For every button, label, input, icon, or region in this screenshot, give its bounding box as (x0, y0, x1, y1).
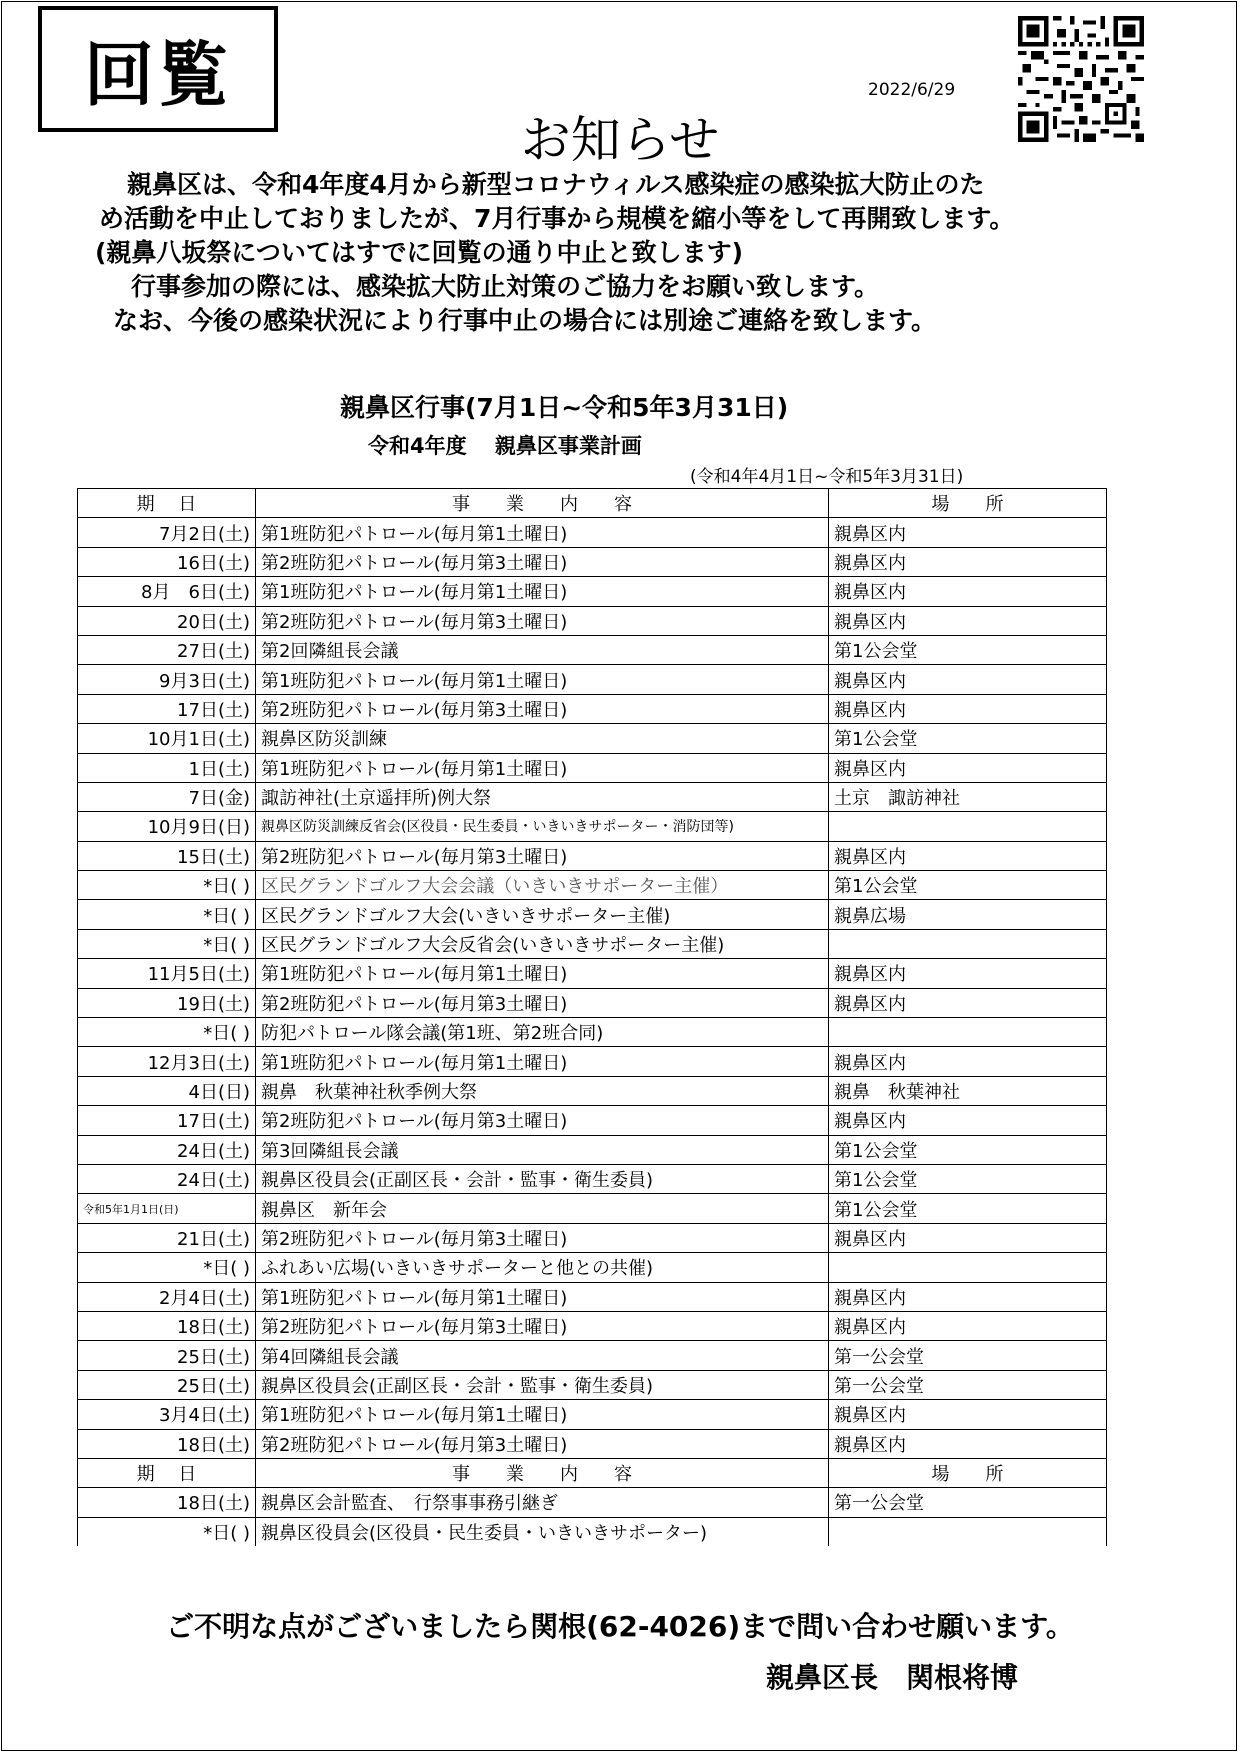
table-row (78, 1047, 1107, 1076)
cell-date: 2月4日(土) (78, 1282, 256, 1311)
cell-date: *日( ) (78, 929, 256, 958)
cell-place: 第1公会堂 (829, 635, 1107, 664)
cell-content: 区民グランドゴルフ大会会議（いきいきサポーター主催） (256, 871, 829, 900)
plan-period: (令和4年4月1日~令和5年3月31日) (690, 467, 964, 487)
cell-place: 親鼻区内 (829, 665, 1107, 694)
intro-line: 親鼻区は、令和4年度4月から新型コロナウィルス感染症の感染拡大防止のた (127, 170, 985, 199)
table-row (78, 988, 1107, 1017)
cell-content: 第2回隣組長会議 (256, 635, 829, 664)
cell-place: 親鼻区内 (829, 1223, 1107, 1252)
table-row (78, 782, 1107, 811)
cell-place: 親鼻区内 (829, 606, 1107, 635)
signature: 親鼻区長 関根将博 (766, 1661, 1019, 1694)
cell-date: 10月1日(土) (78, 724, 256, 753)
cell-place (829, 812, 1107, 841)
kairan-stamp: 回覧 (38, 6, 278, 132)
cell-date: 17日(土) (78, 1106, 256, 1135)
header-date: 期 日 (78, 489, 256, 518)
header-content: 事 業 内 容 (256, 1458, 829, 1487)
cell-place: 土京 諏訪神社 (829, 782, 1107, 811)
cell-place: 親鼻区内 (829, 694, 1107, 723)
cell-date: *日( ) (78, 1018, 256, 1047)
cell-date: 3月4日(土) (78, 1400, 256, 1429)
table-row (78, 1253, 1107, 1282)
table-row (78, 753, 1107, 782)
cell-date: 20日(土) (78, 606, 256, 635)
cell-content: 防犯パトロール隊会議(第1班、第2班合同) (256, 1018, 829, 1047)
cell-place: 親鼻区内 (829, 577, 1107, 606)
cell-date: 7日(金) (78, 782, 256, 811)
table-row (78, 1076, 1107, 1105)
plan-table (77, 488, 1107, 1546)
cell-place: 第1公会堂 (829, 1135, 1107, 1164)
cell-content: 親鼻区役員会(正副区長・会計・監事・衛生委員) (256, 1370, 829, 1399)
table-row (78, 694, 1107, 723)
cell-content: 第1班防犯パトロール(毎月第1土曜日) (256, 518, 829, 547)
cell-content: ふれあい広場(いきいきサポーターと他との共催) (256, 1253, 829, 1282)
cell-place: 親鼻 秋葉神社 (829, 1076, 1107, 1105)
cell-place (829, 1018, 1107, 1047)
cell-place: 第1公会堂 (829, 1164, 1107, 1193)
table-row (78, 665, 1107, 694)
table-row (78, 1311, 1107, 1340)
table-row (78, 1517, 1107, 1546)
table-row (78, 1429, 1107, 1458)
cell-place: 親鼻広場 (829, 900, 1107, 929)
table-row (78, 871, 1107, 900)
cell-date: 12月3日(土) (78, 1047, 256, 1076)
cell-date: *日( ) (78, 900, 256, 929)
cell-content: 親鼻区会計監査、 行祭事事務引継ぎ (256, 1488, 829, 1517)
intro-line: め活動を中止しておりましたが、7月行事から規模を縮小等をして再開致します。 (99, 204, 1015, 233)
table-row (78, 1370, 1107, 1399)
cell-content: 第1班防犯パトロール(毎月第1土曜日) (256, 1282, 829, 1311)
table-row (78, 547, 1107, 576)
cell-content: 第2班防犯パトロール(毎月第3土曜日) (256, 606, 829, 635)
cell-date: 19日(土) (78, 988, 256, 1017)
cell-content: 諏訪神社(土京遥拝所)例大祭 (256, 782, 829, 811)
header-date: 期 日 (78, 1458, 256, 1487)
intro-paragraph (95, 168, 1145, 338)
table-row (78, 1488, 1107, 1517)
cell-content: 第3回隣組長会議 (256, 1135, 829, 1164)
cell-content: 親鼻区役員会(正副区長・会計・監事・衛生委員) (256, 1164, 829, 1193)
cell-date: 1日(土) (78, 753, 256, 782)
cell-content: 第1班防犯パトロール(毎月第1土曜日) (256, 1047, 829, 1076)
cell-place: 親鼻区内 (829, 1311, 1107, 1340)
cell-place: 親鼻区内 (829, 1106, 1107, 1135)
table-row (78, 1135, 1107, 1164)
table-row (78, 841, 1107, 870)
table-row (78, 1282, 1107, 1311)
cell-date: 10月9日(日) (78, 812, 256, 841)
cell-place: 親鼻区内 (829, 1282, 1107, 1311)
cell-place: 親鼻区内 (829, 518, 1107, 547)
cell-date: 9月3日(土) (78, 665, 256, 694)
table-header-row-repeat (78, 1458, 1107, 1487)
cell-date: 7月2日(土) (78, 518, 256, 547)
table-row (78, 959, 1107, 988)
events-heading: 親鼻区行事(7月1日~令和5年3月31日) (340, 393, 789, 422)
page-title: お知らせ (520, 111, 720, 169)
cell-content: 第2班防犯パトロール(毎月第3土曜日) (256, 988, 829, 1017)
table-row (78, 1194, 1107, 1223)
cell-content: 第1班防犯パトロール(毎月第1土曜日) (256, 753, 829, 782)
cell-place: 第一公会堂 (829, 1370, 1107, 1399)
cell-date: 令和5年1月1日(日) (78, 1194, 256, 1223)
cell-date: *日( ) (78, 871, 256, 900)
cell-content: 第1班防犯パトロール(毎月第1土曜日) (256, 577, 829, 606)
cell-content: 親鼻 秋葉神社秋季例大祭 (256, 1076, 829, 1105)
table-row (78, 929, 1107, 958)
cell-date: 21日(土) (78, 1223, 256, 1252)
cell-place: 親鼻区内 (829, 1400, 1107, 1429)
cell-content: 親鼻区 新年会 (256, 1194, 829, 1223)
cell-content: 第1班防犯パトロール(毎月第1土曜日) (256, 1400, 829, 1429)
header-content: 事 業 内 容 (256, 489, 829, 518)
table-row (78, 1106, 1107, 1135)
cell-date: *日( ) (78, 1517, 256, 1546)
table-row (78, 577, 1107, 606)
intro-line: なお、今後の感染状況により行事中止の場合には別途ご連絡を致します。 (113, 306, 937, 335)
cell-date: 18日(土) (78, 1429, 256, 1458)
cell-content: 親鼻区防災訓練 (256, 724, 829, 753)
cell-content: 区民グランドゴルフ大会反省会(いきいきサポーター主催) (256, 929, 829, 958)
cell-content: 第2班防犯パトロール(毎月第3土曜日) (256, 1106, 829, 1135)
cell-date: *日( ) (78, 1253, 256, 1282)
table-row (78, 1018, 1107, 1047)
header-place: 場 所 (829, 489, 1107, 518)
cell-date: 25日(土) (78, 1341, 256, 1370)
cell-content: 第1班防犯パトロール(毎月第1土曜日) (256, 665, 829, 694)
cell-content: 親鼻区役員会(区役員・民生委員・いきいきサポーター) (256, 1517, 829, 1546)
cell-place: 親鼻区内 (829, 841, 1107, 870)
cell-date: 18日(土) (78, 1488, 256, 1517)
cell-place (829, 929, 1107, 958)
cell-content: 親鼻区防災訓練反省会(区役員・民生委員・いきいきサポーター・消防団等) (256, 812, 829, 841)
table-row (78, 1164, 1107, 1193)
cell-date: 24日(土) (78, 1135, 256, 1164)
cell-content: 第2班防犯パトロール(毎月第3土曜日) (256, 1311, 829, 1340)
header-place: 場 所 (829, 1458, 1107, 1487)
cell-place: 第1公会堂 (829, 724, 1107, 753)
cell-place: 親鼻区内 (829, 1047, 1107, 1076)
table-row (78, 900, 1107, 929)
cell-date: 17日(土) (78, 694, 256, 723)
cell-content: 第2班防犯パトロール(毎月第3土曜日) (256, 1429, 829, 1458)
table-row (78, 606, 1107, 635)
cell-date: 16日(土) (78, 547, 256, 576)
table-header-row (78, 489, 1107, 518)
cell-place: 親鼻区内 (829, 1429, 1107, 1458)
table-row (78, 1223, 1107, 1252)
intro-line: (親鼻八坂祭についてはすでに回覧の通り中止と致します) (95, 238, 744, 267)
intro-line: 行事参加の際には、感染拡大防止対策のご協力をお願い致します。 (131, 272, 880, 301)
cell-date: 11月5日(土) (78, 959, 256, 988)
cell-date: 27日(土) (78, 635, 256, 664)
table-row (78, 724, 1107, 753)
cell-place (829, 1517, 1107, 1546)
cell-date: 15日(土) (78, 841, 256, 870)
cell-place: 親鼻区内 (829, 988, 1107, 1017)
cell-place: 第一公会堂 (829, 1341, 1107, 1370)
cell-content: 第2班防犯パトロール(毎月第3土曜日) (256, 841, 829, 870)
cell-date: 24日(土) (78, 1164, 256, 1193)
cell-place: 第一公会堂 (829, 1488, 1107, 1517)
cell-place (829, 1253, 1107, 1282)
contact-note: ご不明な点がございましたら関根(62-4026)まで問い合わせ願います。 (166, 1610, 1074, 1643)
table-row (78, 1400, 1107, 1429)
cell-content: 第2班防犯パトロール(毎月第3土曜日) (256, 1223, 829, 1252)
cell-content: 第1班防犯パトロール(毎月第1土曜日) (256, 959, 829, 988)
cell-place: 親鼻区内 (829, 753, 1107, 782)
table-row (78, 518, 1107, 547)
cell-date: 25日(土) (78, 1370, 256, 1399)
cell-date: 8月 6日(土) (78, 577, 256, 606)
cell-place: 第1公会堂 (829, 1194, 1107, 1223)
cell-content: 区民グランドゴルフ大会(いきいきサポーター主催) (256, 900, 829, 929)
cell-date: 4日(日) (78, 1076, 256, 1105)
table-row (78, 1341, 1107, 1370)
cell-date: 18日(土) (78, 1311, 256, 1340)
cell-place: 親鼻区内 (829, 547, 1107, 576)
issue-date: 2022/6/29 (868, 80, 956, 100)
cell-content: 第2班防犯パトロール(毎月第3土曜日) (256, 547, 829, 576)
cell-content: 第4回隣組長会議 (256, 1341, 829, 1370)
cell-place: 第1公会堂 (829, 871, 1107, 900)
cell-content: 第2班防犯パトロール(毎月第3土曜日) (256, 694, 829, 723)
table-row (78, 635, 1107, 664)
table-row (78, 812, 1107, 841)
cell-place: 親鼻区内 (829, 959, 1107, 988)
plan-heading: 令和4年度 親鼻区事業計画 (368, 434, 642, 458)
